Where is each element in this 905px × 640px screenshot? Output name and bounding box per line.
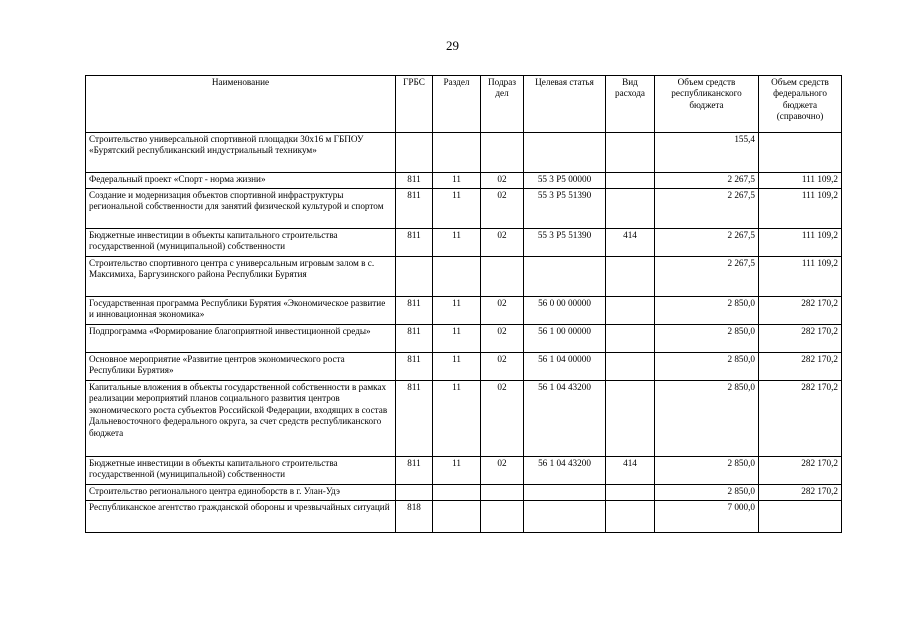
row-fed — [759, 501, 842, 533]
row-podrazdel — [481, 501, 524, 533]
row-grbs: 811 — [396, 325, 433, 353]
row-grbs: 811 — [396, 381, 433, 457]
row-target — [524, 501, 606, 533]
row-name: Строительство универсальной спортивной площадки 30х16 м ГБПОУ «Бурятский республиканский индустриальный техникум» — [86, 133, 396, 173]
row-name: Строительство спортивного центра с универсальным игровым залом в с. Максимиха, Баргузинского района Республики Бурятия — [86, 257, 396, 297]
table-row — [86, 133, 842, 173]
row-podrazdel: 02 — [481, 353, 524, 381]
header-rep-budget: Объем средств республиканского бюджета — [655, 76, 759, 133]
row-razdel: 11 — [433, 189, 481, 229]
row-razdel — [433, 485, 481, 501]
row-target — [524, 133, 606, 173]
row-fed: 282 170,2 — [759, 297, 842, 325]
row-target: 56 1 00 00000 — [524, 325, 606, 353]
row-grbs: 811 — [396, 457, 433, 485]
table-header-row — [86, 76, 842, 133]
row-rep: 2 850,0 — [655, 381, 759, 457]
row-grbs: 811 — [396, 173, 433, 189]
row-grbs: 811 — [396, 353, 433, 381]
row-grbs — [396, 485, 433, 501]
table-row — [86, 501, 842, 533]
row-target: 55 3 P5 51390 — [524, 229, 606, 257]
row-grbs — [396, 257, 433, 297]
page-number: 29 — [446, 38, 459, 53]
row-podrazdel — [481, 133, 524, 173]
header-vid: Вид расхода — [606, 76, 655, 133]
row-name: Основное мероприятие «Развитие центров экономического роста Республики Бурятия» — [86, 353, 396, 381]
row-vid — [606, 381, 655, 457]
row-grbs: 818 — [396, 501, 433, 533]
row-fed: 111 109,2 — [759, 257, 842, 297]
row-fed: 282 170,2 — [759, 325, 842, 353]
row-fed — [759, 133, 842, 173]
row-name: Строительство регионального центра единоборств в г. Улан-Удэ — [86, 485, 396, 501]
row-podrazdel: 02 — [481, 381, 524, 457]
row-grbs: 811 — [396, 229, 433, 257]
row-rep: 2 850,0 — [655, 325, 759, 353]
row-name: Создание и модернизация объектов спортивной инфраструктуры региональной собственности для занятий физической культурой и спортом — [86, 189, 396, 229]
row-razdel — [433, 501, 481, 533]
row-rep: 2 850,0 — [655, 457, 759, 485]
row-fed: 282 170,2 — [759, 381, 842, 457]
row-vid — [606, 325, 655, 353]
row-podrazdel: 02 — [481, 297, 524, 325]
row-razdel — [433, 133, 481, 173]
table-row — [86, 325, 842, 353]
row-razdel: 11 — [433, 381, 481, 457]
row-rep: 2 267,5 — [655, 257, 759, 297]
row-vid — [606, 189, 655, 229]
row-rep: 2 850,0 — [655, 353, 759, 381]
table-row — [86, 229, 842, 257]
table-row — [86, 353, 842, 381]
row-podrazdel — [481, 485, 524, 501]
row-rep: 155,4 — [655, 133, 759, 173]
row-vid — [606, 353, 655, 381]
row-podrazdel: 02 — [481, 457, 524, 485]
row-target: 55 3 P5 51390 — [524, 189, 606, 229]
row-razdel: 11 — [433, 353, 481, 381]
row-vid — [606, 257, 655, 297]
row-vid — [606, 297, 655, 325]
row-vid — [606, 501, 655, 533]
row-razdel: 11 — [433, 325, 481, 353]
row-name: Подпрограмма «Формирование благоприятной инвестиционной среды» — [86, 325, 396, 353]
row-razdel: 11 — [433, 229, 481, 257]
row-fed: 282 170,2 — [759, 457, 842, 485]
header-grbs: ГРБС — [396, 76, 433, 133]
row-name: Бюджетные инвестиции в объекты капитального строительства государственной (муниципальной) собственности — [86, 457, 396, 485]
table-row — [86, 173, 842, 189]
row-vid: 414 — [606, 457, 655, 485]
row-target — [524, 485, 606, 501]
row-vid — [606, 173, 655, 189]
row-podrazdel: 02 — [481, 325, 524, 353]
row-target: 56 1 04 00000 — [524, 353, 606, 381]
row-fed: 282 170,2 — [759, 485, 842, 501]
row-rep: 2 850,0 — [655, 485, 759, 501]
header-razdel: Раздел — [433, 76, 481, 133]
header-name: Наименование — [86, 76, 396, 133]
header-fed-budget: Объем средств федерального бюджета (справочно) — [759, 76, 842, 133]
row-podrazdel: 02 — [481, 189, 524, 229]
row-fed: 282 170,2 — [759, 353, 842, 381]
budget-table — [85, 75, 842, 533]
row-fed: 111 109,2 — [759, 173, 842, 189]
row-rep: 2 267,5 — [655, 229, 759, 257]
row-name: Государственная программа Республики Бурятия «Экономическое развитие и инновационная экономика» — [86, 297, 396, 325]
row-podrazdel: 02 — [481, 229, 524, 257]
row-target: 56 1 04 43200 — [524, 457, 606, 485]
row-rep: 7 000,0 — [655, 501, 759, 533]
header-target: Целевая статья — [524, 76, 606, 133]
row-razdel — [433, 257, 481, 297]
table-row — [86, 297, 842, 325]
row-grbs: 811 — [396, 297, 433, 325]
row-rep: 2 850,0 — [655, 297, 759, 325]
row-rep: 2 267,5 — [655, 173, 759, 189]
table-row — [86, 485, 842, 501]
row-fed: 111 109,2 — [759, 189, 842, 229]
row-fed: 111 109,2 — [759, 229, 842, 257]
row-vid — [606, 485, 655, 501]
row-name: Капитальные вложения в объекты государственной собственности в рамках реализации мероприятий планов социального развития центров экономического роста субъектов Российской Федерации, входящих в состав Дальневосточного федерального округа, за счет средств республиканского бюджета — [86, 381, 396, 457]
row-razdel: 11 — [433, 297, 481, 325]
table-row — [86, 457, 842, 485]
row-target: 56 1 04 43200 — [524, 381, 606, 457]
row-name: Федеральный проект «Спорт - норма жизни» — [86, 173, 396, 189]
table-row — [86, 257, 842, 297]
row-grbs — [396, 133, 433, 173]
table-row — [86, 189, 842, 229]
row-target: 56 0 00 00000 — [524, 297, 606, 325]
row-grbs: 811 — [396, 189, 433, 229]
row-razdel: 11 — [433, 173, 481, 189]
row-vid — [606, 133, 655, 173]
row-target — [524, 257, 606, 297]
row-name: Республиканское агентство гражданской обороны и чрезвычайных ситуаций — [86, 501, 396, 533]
row-podrazdel: 02 — [481, 173, 524, 189]
row-podrazdel — [481, 257, 524, 297]
row-target: 55 3 P5 00000 — [524, 173, 606, 189]
row-rep: 2 267,5 — [655, 189, 759, 229]
header-podrazdel: Подраз дел — [481, 76, 524, 133]
table-row — [86, 381, 842, 457]
row-name: Бюджетные инвестиции в объекты капитального строительства государственной (муниципальной) собственности — [86, 229, 396, 257]
row-razdel: 11 — [433, 457, 481, 485]
row-vid: 414 — [606, 229, 655, 257]
